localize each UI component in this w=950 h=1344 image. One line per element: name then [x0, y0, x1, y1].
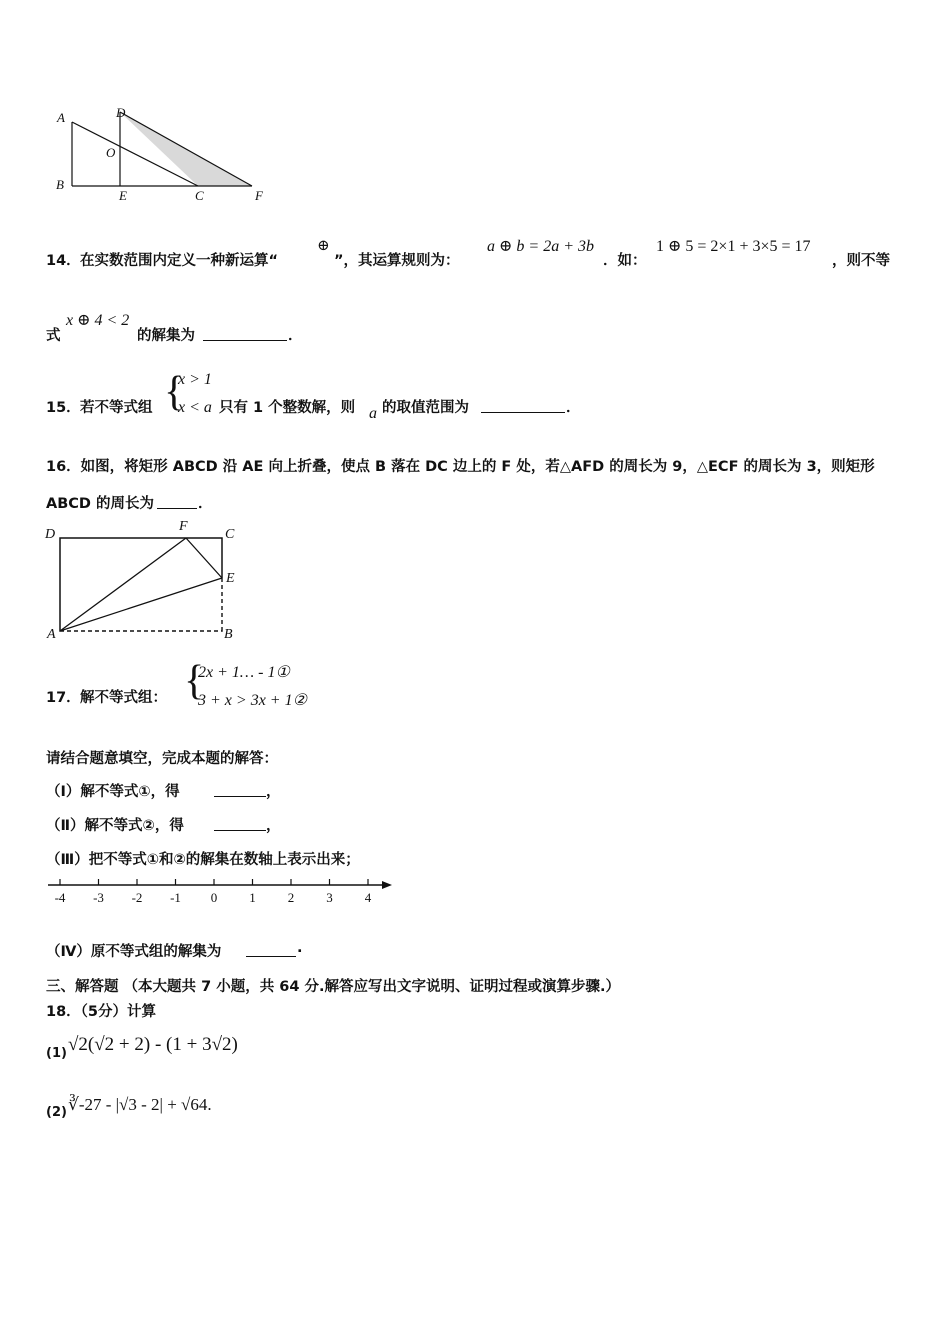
tick-label: -1 [170, 890, 181, 905]
label-A: A [57, 110, 65, 125]
rect-label-A: A [47, 627, 56, 642]
q14-number: 14． [46, 253, 81, 269]
q17-step-4-blank[interactable] [246, 942, 296, 961]
tick-label: 0 [210, 890, 218, 905]
label-C: C [195, 188, 204, 203]
segment-AE [60, 578, 222, 631]
q17-step-4-end: . [297, 940, 303, 956]
q15-var-a: a [369, 405, 377, 422]
q17-step-3: （Ⅲ）把不等式①和②的解集在数轴上表示出来； [46, 852, 360, 868]
tick-label: -2 [131, 890, 143, 905]
q14-text-2: ”，其运算规则为： [334, 253, 460, 269]
q17-step-2-end: ， [266, 818, 281, 834]
number-line [40, 872, 400, 912]
q15-line-2: x < a [178, 399, 212, 416]
number-line-arrow [382, 881, 392, 889]
q17-line-1: 2x + 1… - 1① [198, 664, 290, 681]
rect-label-F: F [179, 519, 188, 534]
q18-title: 18．（5分）计算 [46, 1004, 157, 1020]
q15-number: 15． [46, 400, 81, 416]
tick-label: -3 [93, 890, 104, 905]
q14-answer-blank[interactable] [203, 326, 287, 345]
segment-FE [186, 538, 222, 578]
q17-step-1: （Ⅰ）解不等式①，得 [46, 784, 180, 800]
q14-rule: a ⊕ b = 2a + 3b [487, 238, 594, 255]
label-B: B [56, 177, 64, 192]
q18-part-1-expr: √2(√2 + 2) - (1 + 3√2) [68, 1034, 238, 1055]
section-3-title: 三、解答题 （本大题共 7 小题，共 64 分.解答应写出文字说明、证明过程或演算步骤.） [46, 979, 621, 995]
rect-label-D: D [45, 527, 56, 542]
q14-text-5: 式 [46, 328, 61, 344]
figure-triangles-q13 [40, 100, 280, 210]
q18-part-2-label: (2) [46, 1105, 67, 1120]
q14-example: 1 ⊕ 5 = 2×1 + 3×5 = 17 [656, 238, 811, 255]
q15-text-1: 若不等式组 [80, 400, 153, 416]
tick-label: 3 [326, 890, 333, 905]
segment-DF [120, 112, 252, 186]
q15-brace: { [164, 369, 185, 415]
q15-line-1: x > 1 [178, 371, 212, 388]
q18-part-2-expr: ∛-27 - |√3 - 2| + √64. [68, 1095, 212, 1114]
label-E: E [119, 188, 127, 203]
q17-number: 17． [46, 690, 81, 706]
q17-line-2: 3 + x > 3x + 1② [198, 692, 307, 709]
q17-step-2-blank[interactable] [214, 816, 266, 835]
q17-brace: { [184, 658, 205, 704]
segment-AF [60, 538, 186, 631]
q15-text-3: 的取值范围为 [382, 400, 469, 416]
label-O: O [106, 145, 116, 160]
tick-label: 1 [249, 890, 256, 905]
tick-label: 4 [364, 890, 372, 905]
q17-step-4: （Ⅳ）原不等式组的解集为 [46, 944, 222, 960]
q17-intro: 请结合题意填空，完成本题的解答： [46, 751, 278, 767]
q17-text-1: 解不等式组： [80, 690, 167, 706]
figure-rectangle-q16 [40, 520, 250, 650]
q14-text-3: ．如： [603, 253, 647, 269]
q14-text-6: 的解集为 [137, 328, 195, 344]
q16-line-1: 16．如图，将矩形 ABCD 沿 AE 向上折叠，使点 B 落在 DC 边上的 F 处，若△AFD 的周长为 9，△ECF 的周长为 3，则矩形 [46, 459, 875, 475]
q16-line-2: ABCD 的周长为 [46, 496, 154, 512]
rect-label-B: B [224, 627, 233, 642]
q17-step-2: （Ⅱ）解不等式②，得 [46, 818, 184, 834]
label-D: D [116, 105, 126, 120]
q16-end: ． [198, 496, 213, 512]
label-F: F [255, 188, 263, 203]
q14-text-4: ，则不等 [832, 253, 890, 269]
tick-label: -4 [54, 890, 66, 905]
q14-text-1: 在实数范围内定义一种新运算“ [80, 253, 279, 269]
q17-step-1-end: ， [266, 784, 281, 800]
q14-operator: ⊕ [317, 238, 330, 254]
q18-part-1-label: (1) [46, 1046, 67, 1061]
rect-label-C: C [225, 527, 235, 542]
q16-answer-blank[interactable] [157, 494, 197, 513]
tick-label: 2 [287, 890, 295, 905]
q17-step-1-blank[interactable] [214, 782, 266, 801]
q15-end: ． [566, 400, 581, 416]
q14-end: ． [288, 328, 303, 344]
q14-inequality: x ⊕ 4 < 2 [66, 312, 130, 329]
q15-text-2: 只有 1 个整数解，则 [219, 400, 356, 416]
rect-label-E: E [226, 571, 235, 586]
q15-answer-blank[interactable] [481, 398, 565, 417]
